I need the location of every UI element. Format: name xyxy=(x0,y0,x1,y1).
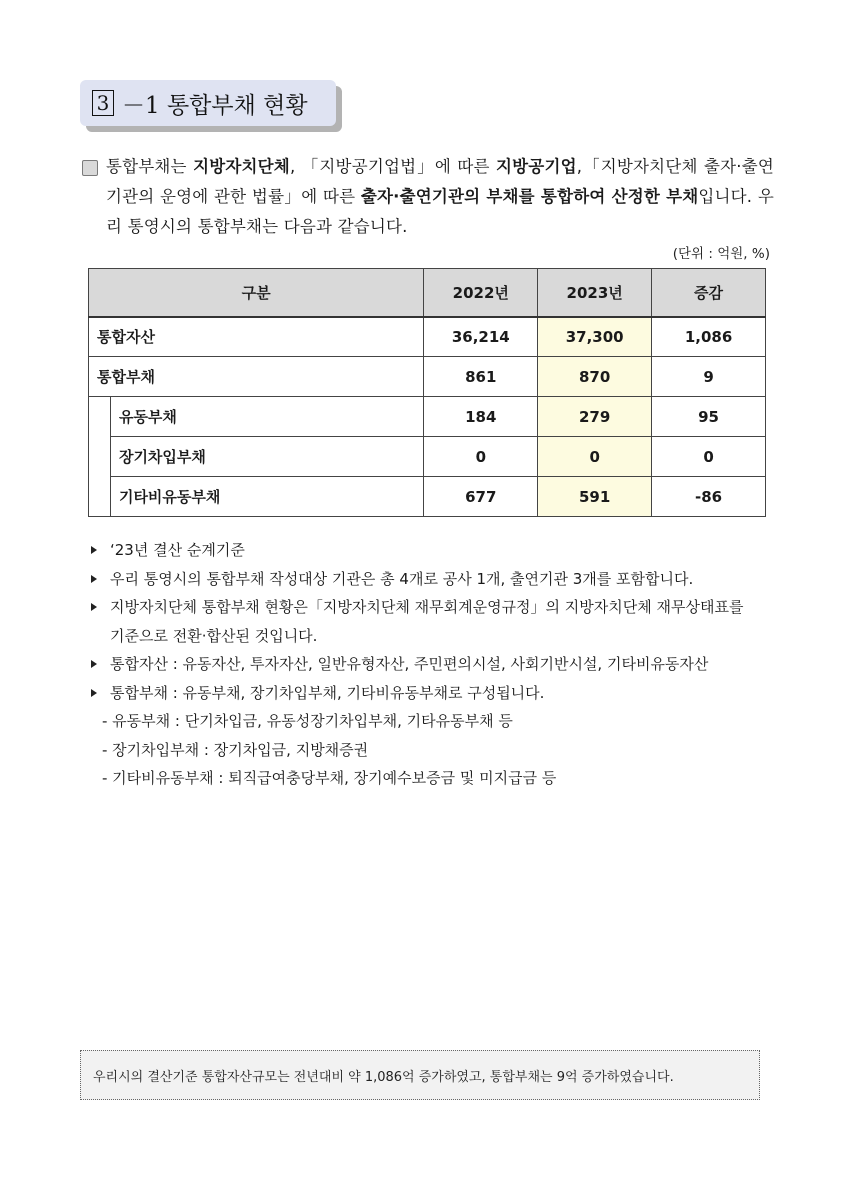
table-row xyxy=(89,477,766,517)
value-change: 1,086 xyxy=(652,317,766,357)
note-text: 통합자산 : 유동자산, 투자자산, 일반유형자산, 주민편의시설, 사회기반시설, 기타비유동자산 xyxy=(110,655,709,673)
unit-label: (단위 : 억원, %) xyxy=(672,246,770,262)
table-row xyxy=(89,317,766,357)
note-text: 통합부채 : 유동부채, 장기차입부채, 기타비유동부채로 구성됩니다. xyxy=(110,683,545,702)
row-label: 통합자산 xyxy=(89,317,424,357)
triangle-bullet-icon xyxy=(91,603,97,611)
table-row xyxy=(89,397,766,437)
section-title xyxy=(80,80,336,126)
value-change: 95 xyxy=(652,397,766,437)
value-2023: 37,300 xyxy=(538,317,652,357)
table-row xyxy=(89,437,766,477)
indent-cell xyxy=(89,437,111,477)
triangle-bullet-icon xyxy=(91,660,97,668)
header-change: 증감 xyxy=(652,269,766,317)
indent-cell xyxy=(89,477,111,517)
triangle-bullet-icon xyxy=(91,546,97,554)
value-2022: 36,214 xyxy=(424,317,538,357)
sub-note-item: - 기타비유동부채 : 퇴직급여충당부채, 장기예수보증금 및 미지급금 등 xyxy=(102,769,557,787)
triangle-bullet-icon xyxy=(91,689,97,697)
intro-part-bold: 출자·출연기관의 부채를 통합하여 산정한 부채 xyxy=(360,187,699,206)
table-row xyxy=(89,357,766,397)
header-category: 구분 xyxy=(89,269,424,317)
sub-note-item: - 유동부채 : 단기차입금, 유동성장기차입부채, 기타유동부채 등 xyxy=(102,712,513,730)
intro-part: 통합부채는 xyxy=(106,157,194,176)
value-change: 0 xyxy=(652,437,766,477)
intro-part: 입니다. 우리 통영시의 통합부채는 다음과 같습니다. xyxy=(106,187,774,236)
value-change: 9 xyxy=(652,357,766,397)
section-number: 3 xyxy=(92,90,114,116)
note-item xyxy=(90,650,780,679)
summary-box xyxy=(80,1050,760,1100)
intro-part: ,「지방자치단체 출자·출연 기관의 운영에 관한 법률」에 따른 xyxy=(106,157,774,206)
row-label: 장기차입부채 xyxy=(110,437,423,477)
section-title-text: －1 통합부채 현황 xyxy=(122,92,308,119)
value-2022: 184 xyxy=(424,397,538,437)
indent-cell xyxy=(89,397,111,437)
note-text: 기준으로 전환·합산된 것입니다. xyxy=(110,626,318,645)
table-header-row xyxy=(89,269,766,317)
value-2022: 677 xyxy=(424,477,538,517)
square-bullet-icon xyxy=(82,160,98,176)
value-2023: 591 xyxy=(538,477,652,517)
value-2022: 0 xyxy=(424,437,538,477)
value-2023: 870 xyxy=(538,357,652,397)
value-2023: 279 xyxy=(538,397,652,437)
notes-list xyxy=(90,536,780,793)
value-2022: 861 xyxy=(424,357,538,397)
header-2022: 2022년 xyxy=(424,269,538,317)
summary-text: 우리시의 결산기준 통합자산규모는 전년대비 약 1,086억 증가하였고, 통합부채는 9억 증가하였습니다. xyxy=(93,1069,674,1085)
note-item xyxy=(90,679,780,708)
note-item xyxy=(90,536,780,565)
intro-part-bold: 지방공기업 xyxy=(496,157,577,176)
intro-part-bold: 지방자치단체 xyxy=(193,157,290,176)
row-label: 유동부채 xyxy=(110,397,423,437)
note-text: ‘23년 결산 순계기준 xyxy=(110,541,245,559)
value-2023: 0 xyxy=(538,437,652,477)
intro-part: , 「지방공기업법」에 따른 xyxy=(289,157,497,176)
note-item xyxy=(90,565,780,594)
triangle-bullet-icon xyxy=(91,575,97,583)
sub-note-item: - 장기차입부채 : 장기차입금, 지방채증권 xyxy=(102,740,369,759)
value-change: -86 xyxy=(652,477,766,517)
note-item xyxy=(90,593,780,622)
row-label: 통합부채 xyxy=(89,357,424,397)
row-label: 기타비유동부채 xyxy=(110,477,423,517)
note-text: 우리 통영시의 통합부채 작성대상 기관은 총 4개로 공사 1개, 출연기관 3개를 포함합니다. xyxy=(110,569,694,588)
header-2023: 2023년 xyxy=(538,269,652,317)
note-text: 지방자치단체 통합부채 현황은「지방자치단체 재무회계운영규정」의 지방자치단체 재무상태표를 xyxy=(110,598,744,616)
debt-table xyxy=(88,268,766,517)
intro-text xyxy=(82,152,774,242)
intro-paragraph xyxy=(82,152,774,242)
note-continuation xyxy=(90,622,780,651)
